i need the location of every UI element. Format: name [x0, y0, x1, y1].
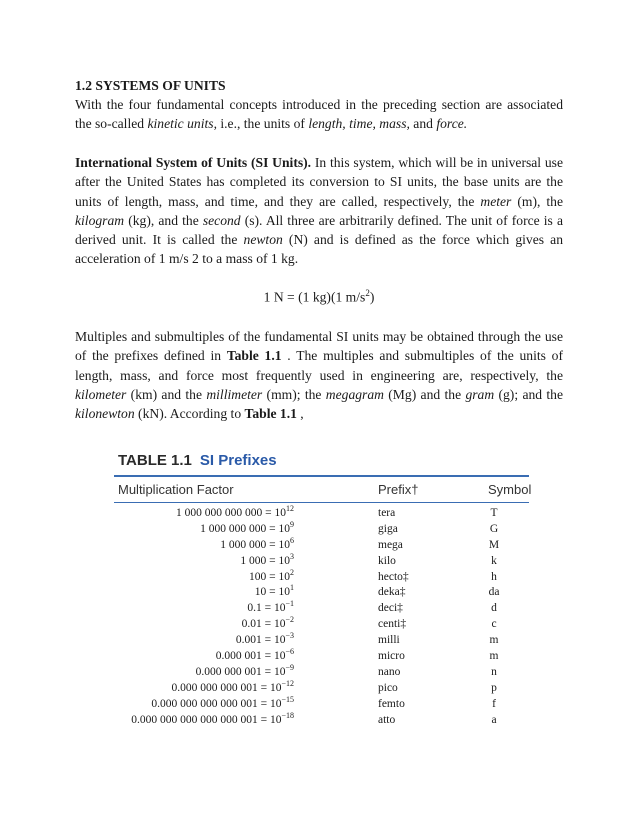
symbol-cell: d — [491, 602, 497, 615]
symbol-cell: G — [489, 522, 499, 535]
text-run: (m), the — [511, 193, 563, 209]
equation-right: ) — [369, 289, 375, 305]
prefix-cell: nano — [378, 665, 401, 678]
text-run: (Mg) and the — [383, 386, 466, 402]
prefix-cell: deka‡ — [378, 586, 406, 599]
text-run: (N) and is defined as the force which gives an acceleration of 1 m/s 2 to a mass of 1 kg. — [75, 232, 563, 267]
intro-paragraph — [75, 95, 563, 134]
text-run: International System of Units (SI Units). — [75, 155, 312, 170]
symbol-cell: c — [491, 618, 497, 631]
table-row — [114, 678, 529, 698]
table-row — [114, 567, 529, 587]
symbol-cell: p — [491, 681, 497, 694]
text-run: kilometer — [75, 386, 127, 402]
text-run: second — [202, 212, 241, 228]
text-run: newton — [243, 232, 283, 248]
text-run: (g); and the — [494, 386, 564, 402]
text-run: , — [296, 406, 304, 422]
table-row — [114, 615, 529, 634]
prefix-cell: atto — [378, 713, 396, 726]
text-run: (km) and the — [126, 386, 207, 402]
multiplication-factor-cell: 1 000 $000 = 10^6$ — [220, 535, 294, 551]
newton-equation — [0, 288, 638, 306]
text-run: and — [409, 116, 437, 132]
prefix-cell: tera — [378, 507, 396, 519]
multiplication-factor-cell: 1 000 000 000 $000 = 10^{12}$ — [176, 504, 294, 519]
text-run: Multiples and submultiples of the fundamental SI units may be obtained through the use of the prefixes defined in — [75, 329, 563, 364]
text-run: gram — [465, 386, 495, 402]
text-run: force. — [436, 116, 468, 132]
symbol-cell: h — [491, 570, 497, 583]
table-row — [114, 599, 529, 618]
multiplication-factor-cell: 0.000 000 000 000 $001 = 10^{-15}$ — [151, 694, 294, 710]
symbol-cell: k — [491, 554, 497, 567]
text-run: meter — [480, 193, 512, 209]
prefix-cell: kilo — [378, 554, 396, 567]
table-row — [114, 504, 529, 523]
table-row — [114, 647, 529, 666]
si-units-paragraph — [75, 153, 563, 269]
prefix-cell: centi‡ — [378, 618, 407, 631]
text-run: With the four fundamental concepts introduced in the preceding section are associated the so-called — [75, 97, 563, 132]
text-run: kilonewton — [75, 406, 135, 422]
prefix-cell: milli — [378, 634, 400, 647]
multiplication-factor-cell: 0.000 000 000 000 000 $001 = 10^{-18}$ — [131, 710, 294, 726]
prefix-cell: hecto‡ — [378, 570, 409, 583]
multiplication-factor-cell: $10 = 10^1$ — [254, 583, 294, 599]
multiplication-factor-cell: $0.1 = 10^{-1}$ — [247, 599, 294, 615]
section-heading: 1.2 SYSTEMS OF UNITS — [75, 78, 226, 93]
symbol-cell: n — [491, 665, 497, 678]
symbol-cell: T — [490, 507, 498, 519]
table-title — [118, 452, 277, 469]
header-symbol: Symbol — [488, 482, 532, 497]
prefix-cell: mega — [378, 538, 403, 551]
multiplication-factor-cell: $0.001 = 10^{-3}$ — [235, 631, 294, 647]
multiples-paragraph — [75, 327, 563, 423]
table-subtitle: SI Prefixes — [199, 452, 277, 469]
table-row — [114, 583, 529, 602]
table-label: TABLE 1.1 — [118, 452, 192, 469]
header-multiplication-factor: Multiplication Factor — [118, 482, 234, 497]
table-row — [114, 710, 529, 730]
prefix-cell: pico — [378, 681, 398, 694]
equation-exponent: 2 — [365, 288, 370, 298]
symbol-cell: M — [488, 538, 500, 551]
prefix-cell: deci‡ — [378, 602, 403, 615]
table-row — [114, 631, 529, 650]
text-run: (kN). According to — [134, 406, 245, 422]
table-row — [114, 519, 529, 539]
text-run: length, time, mass, — [308, 116, 410, 132]
text-run: kilogram — [75, 212, 125, 228]
multiplication-factor-cell: $100 = 10^2$ — [249, 567, 294, 583]
symbol-cell: m — [489, 650, 499, 663]
text-run: millimeter — [206, 386, 263, 402]
symbol-cell: a — [491, 713, 497, 726]
symbol-cell: da — [488, 586, 500, 599]
si-prefix-table — [114, 504, 529, 729]
text-run: In this system, which will be in universal use after the United States has completed its conversion to SI units, the base units are the units of length, mass, and time, and they are called, respectively, the — [75, 155, 563, 209]
text-run: (s). All three are arbitrarily defined. The unit of force is a derived unit. It is called the — [75, 212, 563, 248]
multiplication-factor-cell: 0.000 000 000 $001 = 10^{-12}$ — [171, 678, 294, 694]
text-run: . The multiples and submultiples of the units of length, mass, and force most frequently used in engineering are, respectively, the — [75, 348, 563, 383]
text-run: kinetic units — [147, 116, 214, 132]
table-row — [114, 535, 529, 555]
prefix-cell: micro — [378, 650, 405, 663]
table-row — [114, 551, 529, 571]
table-row — [114, 694, 529, 714]
multiplication-factor-cell: 0.000 $001 = 10^{-6}$ — [215, 647, 294, 663]
multiplication-factor-cell: 1 $000 = 10^3$ — [240, 551, 294, 567]
multiplication-factor-cell: 1 000 000 $000 = 10^9$ — [200, 519, 294, 535]
header-prefix: Prefix† — [378, 482, 419, 497]
symbol-cell: f — [492, 697, 496, 710]
text-run: Table 1.1 — [226, 348, 282, 364]
prefix-cell: giga — [378, 522, 398, 535]
text-run: (mm); the — [262, 386, 326, 402]
text-run: megagram — [325, 386, 384, 402]
prefix-cell: femto — [378, 697, 405, 710]
equation-left: 1 N = (1 kg)(1 m/s — [263, 289, 366, 305]
table-row — [114, 662, 529, 682]
multiplication-factor-cell: $0.01 = 10^{-2}$ — [241, 615, 294, 631]
symbol-cell: m — [489, 634, 499, 647]
text-run: (kg), and the — [124, 212, 203, 228]
multiplication-factor-cell: 0.000 000 $001 = 10^{-9}$ — [195, 662, 294, 678]
text-run: , i.e., the units of — [213, 116, 309, 132]
text-run: Table 1.1 — [244, 406, 297, 422]
